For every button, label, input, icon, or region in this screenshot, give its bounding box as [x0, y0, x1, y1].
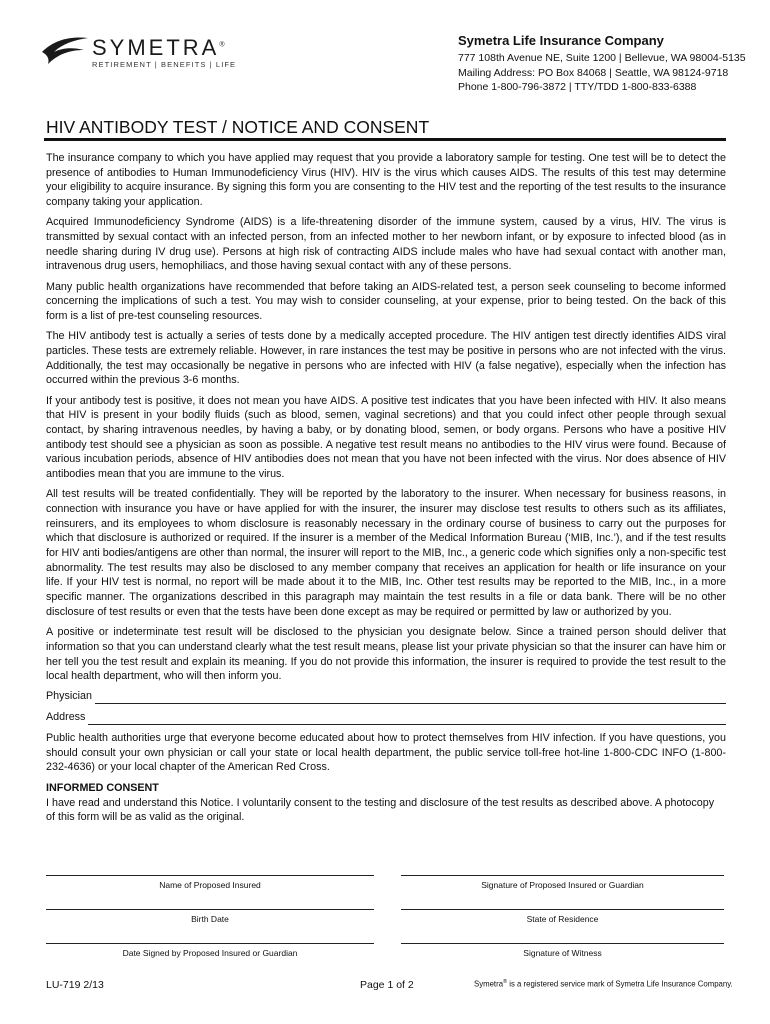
physician-field[interactable] [46, 689, 726, 704]
address-input-line[interactable] [88, 714, 726, 725]
signature-of-witness-field[interactable]: Signature of Witness [401, 943, 724, 958]
document-body [46, 151, 726, 825]
birth-date-field[interactable]: Birth Date [46, 909, 374, 924]
consent-line-1: I have read and understand this Notice. I voluntarily consent to the testing and disclosure of the test results as described above. A photocopy [46, 796, 715, 809]
paragraph-aids: Acquired Immunodeficiency Syndrome (AIDS) is a life-threatening disorder of the immune system, caused by a virus, HIV. The virus is transmitted by sexual contact with an infected person, from an infected mother to her newborn infant, or by exposure to infected blood (as in needle sharing during IV drug use). Persons at high risk of contracting AIDS include males who have had sexual contact with another man, intravenous drug users, hemophiliacs, and those having sexual contact with any of these persons. [46, 216, 726, 273]
logo-tagline: RETIREMENT | BENEFITS | LIFE [92, 60, 237, 69]
address-line: 777 108th Avenue NE, Suite 1200 | Bellevue, WA 98004-5135 [458, 52, 746, 64]
address-label: Address [46, 711, 86, 724]
logo-wordmark: SYMETRA® [92, 35, 228, 60]
paragraph-physician-disclosure: A positive or indeterminate test result will be disclosed to the physician you designate below. Since a trained person should deliver that information so that you can understand clearly what the test result means, please list your private physician so that the insurer can have him or her tell you the test result and explain its meaning. If you do not provide this information, the insurer is required to provide the test result to the local health department, who will then inform you. [46, 626, 726, 683]
address-field[interactable] [46, 710, 726, 725]
mailing-address-line: Mailing Address: PO Box 84068 | Seattle, WA 98124-9718 [458, 66, 729, 79]
paragraph-public-health: Public health authorities urge that everyone become educated about how to protect themselves from HIV infection. If you have questions, you should consult your own physician or call your state or local health department, the public service toll-free hot-line 1-800-CDC INFO (1-800-232-4636) or your local chapter of the American Red Cross. [46, 731, 726, 774]
title-divider [44, 138, 726, 141]
consent-line-2: of this form will be as valid as the original. [46, 811, 245, 824]
paragraph-counseling: Many public health organizations have recommended that before taking an AIDS-related test, a person seek counseling to become informed concerning the implications of such a test. You may wish to consider counseling, at your expense, prior to being tested. On the back of this form is a list of pre-test counseling resources. [46, 280, 726, 323]
company-info [458, 33, 758, 95]
paragraph-intro: The insurance company to which you have applied may request that you provide a laboratory sample for testing. One test will be to detect the presence of antibodies to Human Immunodeficiency Virus (HIV). HIV is the virus which causes AIDS. The results of this test may determine your eligibility to acquire insurance. By signing this form you are consenting to the HIV test and the reporting of the test results to the insurance company taking your application. [46, 152, 726, 209]
paragraph-test-description: The HIV antibody test is actually a series of tests done by a medically accepted procedure. The HIV antigen test directly identifies AIDS viral particles. These tests are extremely reliable. However, in rare instances the test may be positive in persons who are not infected with the virus. Additionally, the test may occasionally be negative in persons who are infected with HIV (a false negative), especially when the infection has occurred within the previous 3-6 months. [46, 330, 726, 387]
state-of-residence-field[interactable]: State of Residence [401, 909, 724, 924]
page-number: Page 1 of 2 [360, 979, 414, 991]
trademark-notice: Symetra® is a registered service mark of Symetra Life Insurance Company. [474, 979, 733, 989]
form-number: LU-719 2/13 [46, 979, 104, 991]
name-of-proposed-insured-field[interactable]: Name of Proposed Insured [46, 875, 374, 890]
date-signed-field[interactable]: Date Signed by Proposed Insured or Guardian [46, 943, 374, 958]
symetra-logo [40, 30, 240, 80]
paragraph-positive-result: If your antibody test is positive, it does not mean you have AIDS. A positive test indicates that you have been infected with HIV. It also means that HIV is present in your bodily fluids (such as blood, semen, vaginal secretions) and that you could infect other people through sexual contact, by sharing intravenous needles, by having a baby, or by donating blood, semen, or body organs. Persons who have a positive HIV antibody test should see a physician as soon as possible. A negative test result means no antibodies to the HIV virus were found. Because of various incubation periods, absence of HIV antibodies does not mean that you have not been infected with the virus. Nor does absence of HIV antibodies mean that you are immune to the virus. [46, 394, 726, 481]
physician-input-line[interactable] [95, 693, 726, 704]
swoosh-icon [40, 30, 90, 70]
physician-label: Physician [46, 690, 93, 703]
phone-line: Phone 1-800-796-3872 | TTY/TDD 1-800-833-6388 [458, 81, 697, 93]
signature-proposed-insured-field[interactable]: Signature of Proposed Insured or Guardian [401, 875, 724, 890]
paragraph-confidentiality: All test results will be treated confidentially. They will be reported by the laboratory to the insurer. When necessary for business reasons, in connection with insurance you have or have applied for with the insurer, the insurer may disclose test results to others such as its affiliates, reinsurers, and its employees to whom disclosure is reasonably necessary in the ordinary course of business to carry out the purposes for which that disclosure is authorized or required. If the insurer is a member of the Medical Information Bureau (‘MIB, Inc.’), and if the test results for HIV anti bodies/antigens are other than normal, the insurer will report to the MIB, Inc., a generic code which signifies only a non-specific test abnormality. The test results may also be disclosed to any member company that receives an application for health or life insurance on your life. If your HIV test is normal, no report will be made about it to the MIB, Inc. Other test results may be reported to the MIB, Inc., in a more specific manner. The organizations described in this paragraph may maintain the test results in a file or data bank. There will be no other disclosure of test results or even that the tests have been done except as may be required or permitted by law or authorized by you. [46, 488, 726, 618]
company-name: Symetra Life Insurance Company [458, 33, 664, 48]
page-title: HIV ANTIBODY TEST / NOTICE AND CONSENT [46, 117, 430, 137]
informed-consent-heading: INFORMED CONSENT [46, 781, 159, 794]
